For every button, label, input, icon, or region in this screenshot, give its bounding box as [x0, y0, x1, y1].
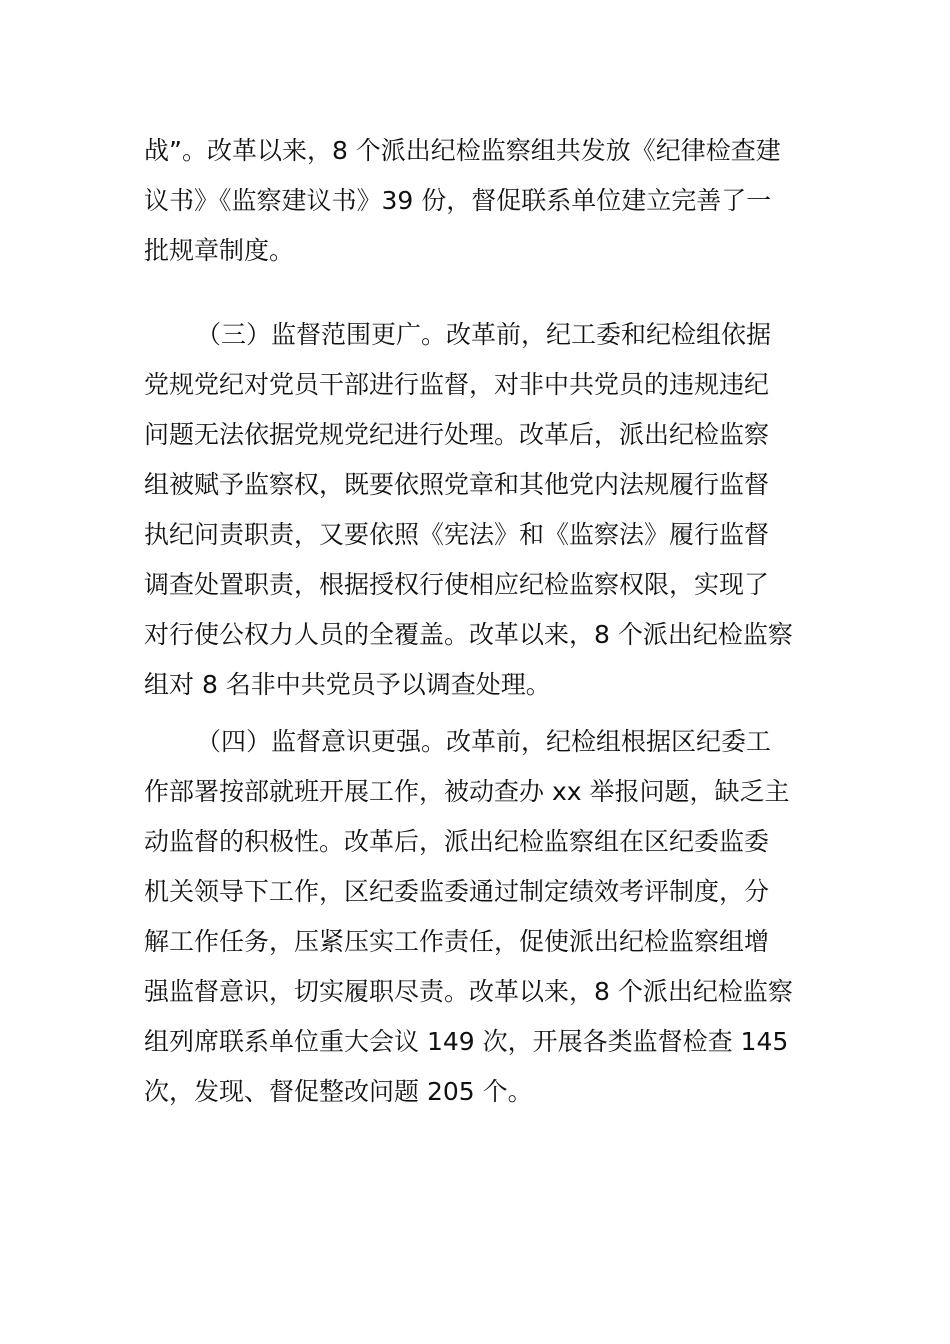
text-line: 强监督意识，切实履职尽责。改革以来，8 个派出纪检监察: [144, 977, 793, 1006]
text-line: 机关领导下工作，区纪委监委通过制定绩效考评制度，分: [144, 877, 770, 906]
text-line: 战”。改革以来，8 个派出纪检监察组共发放《纪律检查建: [144, 136, 781, 165]
text-line: 作部署按部就班开展工作，被动查办 xx 举报问题，缺乏主: [144, 777, 790, 806]
text-line: 议书》《监察建议书》39 份，督促联系单位建立完善了一: [144, 186, 772, 215]
text-line: 调查处置职责，根据授权行使相应纪检监察权限，实现了: [144, 570, 770, 599]
text-line: 党规党纪对党员干部进行监督，对非中共党员的违规违纪: [144, 370, 770, 399]
text-line: 组列席联系单位重大会议 149 次，开展各类监督检查 145: [144, 1027, 789, 1056]
text-line: 批规章制度。: [144, 236, 295, 265]
paragraph-section-four: [144, 717, 814, 1117]
text-line: 次，发现、督促整改问题 205 个。: [144, 1077, 533, 1106]
text-line: 组被赋予监察权，既要依照党章和其他党内法规履行监督: [144, 470, 770, 499]
text-line: 执纪问责职责，又要依照《宪法》和《监察法》履行监督: [144, 520, 770, 549]
text-line: 组对 8 名非中共党员予以调查处理。: [144, 670, 551, 699]
text-line: 解工作任务，压紧压实工作责任，促使派出纪检监察组增: [144, 927, 770, 956]
text-line: 问题无法依据党规党纪进行处理。改革后，派出纪检监察: [144, 420, 770, 449]
text-line: 动监督的积极性。改革后，派出纪检监察组在区纪委监委: [144, 827, 770, 856]
text-line-heading: （四）监督意识更强。改革前，纪检组根据区纪委工: [196, 727, 772, 756]
paragraph-continuation: [144, 126, 814, 276]
text-line: 对行使公权力人员的全覆盖。改革以来，8 个派出纪检监察: [144, 620, 793, 649]
paragraph-section-three: [144, 310, 814, 710]
text-line-heading: （三）监督范围更广。改革前，纪工委和纪检组依据: [196, 320, 772, 349]
